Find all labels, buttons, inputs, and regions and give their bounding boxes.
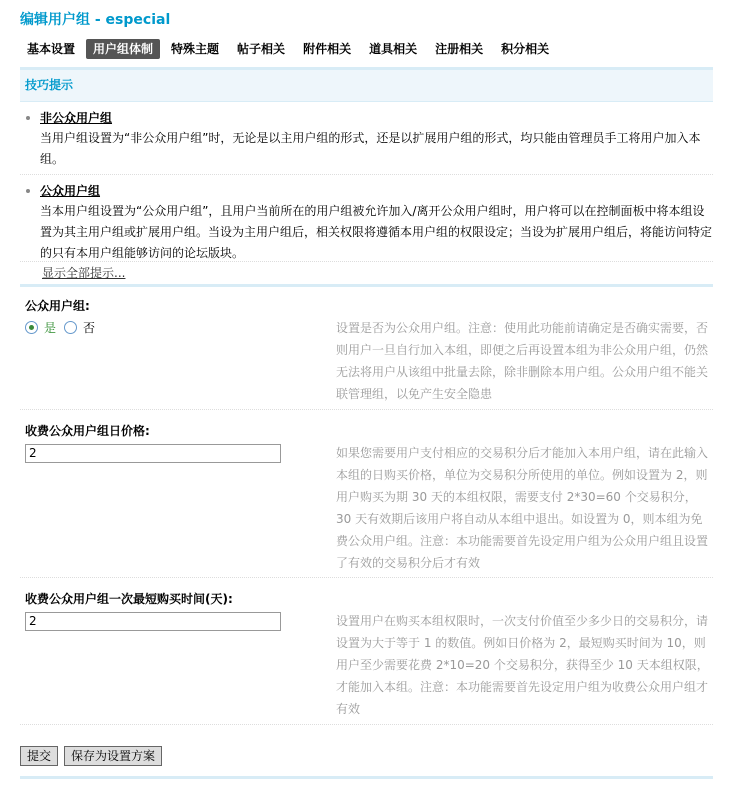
form-buttons (20, 746, 168, 766)
page-title: 编辑用户组 - especial (20, 12, 171, 28)
tip-body: 当用户组设置为“非公众用户组”时，无论是以主用户组的形式，还是以扩展用户组的形式，均只能由管理员手工将用户加入本组。 (40, 131, 701, 166)
setting-daily-price (20, 410, 713, 578)
tips-header: 技巧提示 (20, 70, 713, 102)
daily-price-input[interactable] (25, 444, 281, 463)
setting-help: 设置是否为公众用户组。注意：使用此功能前请确定是否确实需要，否则用户一旦自行加入本组，即便之后再设置本组为非公众用户组，仍然无法将用户从该组中批量去除，除非删除本用户组。公众用户组不能关联管理组，以免产生安全隐患 (336, 321, 709, 401)
tab-bar (20, 39, 713, 59)
show-all-tips-link[interactable]: 显示全部提示... (42, 266, 126, 280)
radio-no[interactable] (64, 321, 77, 334)
tip-item (20, 102, 713, 175)
setting-label: 收费公众用户组日价格: (25, 424, 150, 438)
public-group-radios (25, 319, 103, 336)
tab-registration[interactable]: 注册相关 (435, 42, 484, 56)
bullet-icon (26, 116, 30, 120)
tab-attachments[interactable]: 附件相关 (303, 42, 352, 56)
min-days-input[interactable] (25, 612, 281, 631)
setting-help: 如果您需要用户支付相应的交易积分后才能加入本用户组，请在此输入本组的日购买价格，单位为交易积分所使用的单位。例如设置为 2，则用户购买为期 30 天的本组权限，需要支付 2*30=60 个交易积分，30 天有效期后该用户将自动从本组中退出。如设置为 0，则本组为免费公众用户组。注意：本功能需要首先设定用户组为公众用户组且设置了有效的交易积分后才有效 (336, 446, 709, 570)
setting-label: 公众用户组: (25, 299, 90, 313)
daily-price-field (25, 444, 281, 463)
setting-label: 收费公众用户组一次最短购买时间(天): (25, 592, 233, 606)
min-days-field (25, 612, 281, 631)
tip-title: 非公众用户组 (40, 111, 113, 125)
save-scheme-button[interactable]: 保存为设置方案 (64, 746, 162, 766)
submit-button[interactable]: 提交 (20, 746, 58, 766)
setting-public-group (20, 287, 713, 410)
setting-help: 设置用户在购买本组权限时，一次支付价值至少多少日的交易积分，请设置为大于等于 1 的数值。例如日价格为 2，最短购买时间为 10，则用户至少需要花费 2*10=20 个交易积分，获得至少 10 天本组权限，才能加入本组。注意：本功能需要首先设定用户组为收费公众用户组才有效 (336, 614, 709, 716)
tab-posts[interactable]: 帖子相关 (237, 42, 286, 56)
radio-yes-label[interactable]: 是 (44, 321, 57, 335)
setting-min-days (20, 578, 713, 725)
tip-item (20, 175, 713, 262)
tip-title: 公众用户组 (40, 184, 101, 198)
show-all-tips (20, 262, 713, 287)
tab-credits[interactable]: 积分相关 (501, 42, 550, 56)
radio-yes[interactable] (25, 321, 38, 334)
bottom-divider (20, 776, 713, 779)
tips-panel (20, 67, 713, 287)
tab-group-system[interactable]: 用户组体制 (86, 39, 160, 59)
tab-items[interactable]: 道具相关 (369, 42, 418, 56)
radio-no-label[interactable]: 否 (83, 321, 96, 335)
tab-special-topics[interactable]: 特殊主题 (171, 42, 220, 56)
page (20, 10, 713, 763)
tab-basic[interactable]: 基本设置 (27, 42, 76, 56)
bullet-icon (26, 189, 30, 193)
tip-body: 当本用户组设置为“公众用户组”，且用户当前所在的用户组被允许加入/离开公众用户组时，用户将可以在控制面板中将本组设置为其主用户组或扩展用户组。当设为主用户组后，相关权限将遵循本用户组的权限设定；当设为扩展用户组后，将能访问特定的只有本用户组能够访问的论坛版块。 (40, 204, 713, 260)
